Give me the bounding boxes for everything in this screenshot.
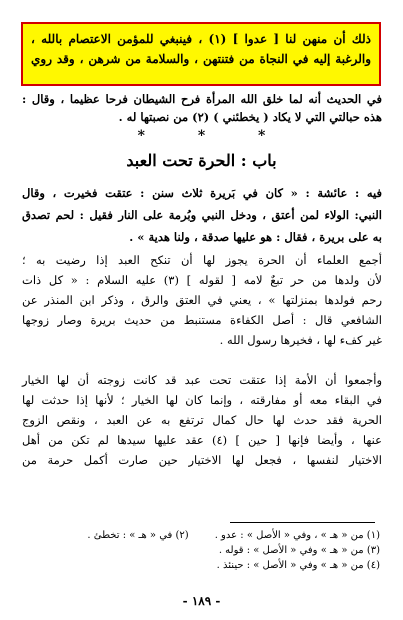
para2-line-2: في البقاء معه أو مفارقته ، وإنما كان لها الخيار ؛ لأنها إذا حدثت لها — [22, 393, 382, 407]
hadith-text — [22, 182, 382, 248]
separator-star: * — [258, 128, 266, 144]
hadith-line-2: النبي: الولاء لمن أعتق ، ودخل النبي وبُرمة على النار فقيل : لحم تصدق — [22, 208, 382, 222]
intro-paragraph — [22, 90, 382, 126]
separator-star: * — [197, 128, 206, 144]
intro-line-1: في الحديث أنه لما خلق الله المرأة فرح الشيطان فرحا عظيما ، وقال : — [22, 92, 382, 106]
highlight-line-2: والرغبة إليه في النجاة من فتنتهن ، والسلامة من شرهن ، وقد روي — [31, 52, 371, 66]
para2-line-4: عنها ، وأيضا فإنها [ حين ] (٤) عقد عليها سيدها لم تكن من أهل — [22, 433, 382, 447]
para2-line-1: وأجمعوا أن الأمة إذا عتقت تحت عبد قد كانت زوجته أن لها الخيار — [22, 373, 382, 387]
para2-line-5: الاختيار لنفسها ، فجعل لها الاختيار حين صارت أكمل حرمة من — [22, 453, 382, 467]
footnote-1: (١) من « هـ » ، وفي « الأصل » : عدو . — [214, 530, 380, 541]
footnote-3: (٣) من « هـ » وفي « الأصل » : قوله . — [218, 545, 380, 556]
footnote-2: (٢) في « هـ » : تخطئ . — [87, 530, 189, 541]
para1-line-3: رحم فولدها بمنزلتها » ، يعني في العتق والرق ، وذكر ابن المنذر عن — [22, 293, 382, 307]
commentary-paragraph-2 — [22, 370, 382, 470]
separator-star: * — [137, 128, 145, 144]
para1-line-1: أجمع العلماء أن الحرة يجوز لها أن تنكح العبد إذا رضيت به ؛ — [22, 253, 382, 267]
para2-line-3: الحرية فقد حدث لها حال كمال ترتفع به عن العبد ، ونقص الزوج — [22, 413, 382, 427]
footnote-4: (٤) من « هـ » وفي « الأصل » : حينئذ . — [216, 560, 380, 571]
highlight-line-1: ذلك أن منهن لنا [ عدوا ] (١) ، فينبغي للمؤمن الاعتصام بالله ، — [31, 32, 371, 46]
chapter-title: باب : الحرة تحت العبد — [126, 151, 277, 170]
hadith-line-1: فيه : عائشة : « كان في بَريرة ثلاث سنن : عتقت فخيرت ، وقال — [22, 186, 382, 200]
para1-line-2: لأن ولدها من حر تبعٌ لامه [ لقوله ] (٣) عليه السلام : « كل ذات — [22, 273, 382, 287]
intro-line-2: هذه حبالتي التي لا يكاد ( يخطئني ) (٢) من نصبتها له . — [118, 110, 382, 124]
section-separator — [0, 128, 403, 144]
para1-line-5: غير كفء لها ، فخيرها رسول الله . — [219, 333, 382, 347]
footnote-divider — [230, 522, 375, 523]
highlighted-passage — [21, 22, 381, 86]
para1-line-4: الشافعي قال : أصل الكفاءة مستنبط من حديث بريرة وصار زوجها — [22, 313, 382, 327]
footnotes — [40, 528, 380, 573]
page-number: - ١٨٩ - — [182, 594, 221, 608]
hadith-line-3: به على بريرة ، فقال : هو عليها صدقة ، ولنا هدية » . — [129, 230, 382, 244]
commentary-paragraph-1 — [22, 250, 382, 350]
